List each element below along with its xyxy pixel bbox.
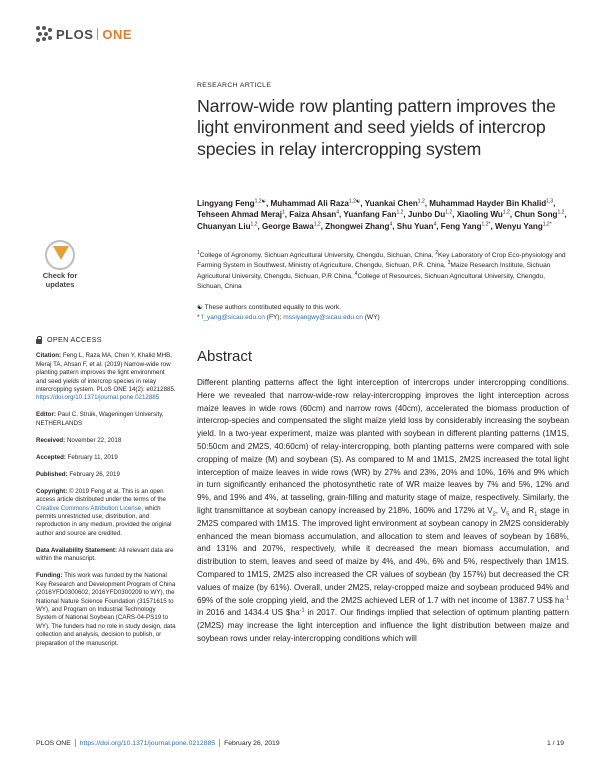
article-type: RESEARCH ARTICLE <box>197 82 272 89</box>
accepted-date: February 11, 2019 <box>67 453 118 461</box>
logo-one: ONE <box>102 26 133 42</box>
page-number: 1 / 19 <box>546 739 564 747</box>
open-lock-icon <box>36 336 42 344</box>
received-label: Received: <box>36 436 66 444</box>
data-availability-label: Data Availability Statement: <box>36 546 118 554</box>
equal-contribution-note: ☯ These authors contributed equally to this work. <box>197 304 341 311</box>
page-footer <box>36 737 564 749</box>
footer-journal: PLOS ONE <box>36 739 71 747</box>
author-affiliation-marker: 1,2☯ <box>254 198 266 205</box>
author-affiliation-marker: 1,2 <box>502 209 510 216</box>
logo-plos: PLOS <box>56 26 94 42</box>
open-access-badge <box>36 336 176 344</box>
author-affiliation-marker: 1,2* <box>542 221 552 228</box>
copyright-text-end: , which permits unrestricted use, distribution, and reproduction in any medium, provided the original author and source are credited. <box>36 504 172 537</box>
footer-divider <box>219 739 220 747</box>
correspondence <box>197 313 569 323</box>
journal-logo <box>36 24 132 44</box>
accepted-label: Accepted: <box>36 453 66 461</box>
author-affiliation-marker: 1,2 <box>417 198 425 205</box>
affiliation-text: College of Agronomy, Sichuan Agricultural University, Chengdu, Sichuan, China, <box>199 252 434 259</box>
crossmark-icon <box>45 240 75 270</box>
author-affiliation-marker: 1,2 <box>445 209 453 216</box>
author-name: George Bawa <box>261 221 314 231</box>
author-name: Muhammad Ali Raza <box>270 199 349 208</box>
editor-text: Paul C. Struik, Wageningen University, NETHERLANDS <box>36 411 164 427</box>
footer-date: February 26, 2019 <box>224 739 280 747</box>
affiliation-text: Maize Research Institute, Sichuan Agricultural University, Chengdu, Sichuan, P.R China, <box>197 262 551 280</box>
footer-doi-link[interactable]: https://doi.org/10.1371/journal.pone.0212885 <box>79 739 216 747</box>
received <box>36 437 176 445</box>
affiliation-text: College of Resources, Sichuan Agricultural University, Chengdu, Sichuan, China <box>197 272 546 291</box>
author-name: Chuanyan Liu <box>197 221 251 231</box>
funding-text: This work was funded by the National Key Research and Development Program of China (2016YFD0300602, 2016YFD0300209 to WY), the National Nature Science Foundation (31571615 to WY), and Program on Industrial Technology System of National Soybean (CARS-04-PS19 to WY). The funders had no role in study design, data collection and analysis, decision to publish, or preparation of the manuscript. <box>36 572 176 647</box>
data-availability <box>36 547 176 564</box>
author-name: Xiaoling Wu <box>456 210 503 220</box>
author-name: Yuanfang Fan <box>343 210 397 220</box>
author-name: Feng Yang <box>440 221 482 231</box>
author-affiliation-marker: 4 <box>336 209 340 216</box>
citation-text: Feng L, Raza MA, Chen Y, Khalid MHB, Meraj TA, Ahsan F, et al. (2019) Narrow-wide row planting pattern improves the light environment and seed yields of intercrop species in relay intercropping system. PLoS ONE 14(2): e0212885. <box>36 352 176 394</box>
asterisk: * <box>197 314 202 322</box>
check-updates-line2: updates <box>45 279 75 289</box>
abstract-heading: Abstract <box>197 348 253 365</box>
plos-dots-icon <box>36 26 52 42</box>
author-name: Chun Song <box>514 210 558 220</box>
article-info-sidebar <box>36 336 176 657</box>
logo-divider <box>97 28 98 40</box>
author-name: Junbo Du <box>407 210 446 220</box>
copyright-text: © 2019 Feng et al. This is an open access article distributed under the terms of the <box>36 487 167 504</box>
funding <box>36 572 176 648</box>
abstract-paragraph: Different planting patterns affect the light interception of intercrops under intercropping conditions. Here we revealed that narrow-wide-row relay-intercropping improves the light interception across maize leaves in wide rows (60cm) and narrow rows (40cm), accelerated the biomass production of intercrop-species and compensated the slight maize yield loss by considerably increasing the soybean yield. In a two-year experiment, maize was planted with soybean in different planting patterns (1M1S, 50:50cm and 2M2S, 40:60cm) of relay-intercropping, both planting patterns were compared with sole cropping of maize (M) and soybean (S). As compared to M and 1M1S, 2M2S increased the total light interception of maize leaves in wide rows (WR) by 27% and 23%, 20% and 10%, 16% and 9% which in turn significantly enhanced the photosynthetic rate of WR maize leaves by 7% and 5%, 12% and 9%, and 19% and 4%, at tasseling, grain-filling and maturity stage of maize, respectively. Similarly, the light transmittance at soybean canopy increased by 218%, 160% and 172% at $V_2$, $V_5$ and $R_1$ stage in 2M2S compared with 1M1S. The improved light environment at soybean canopy in 2M2S considerably enhanced the mean biomass accumulation, and allocation to stem and leaves of soybean by 168%, and 131% and 207%, respectively, while it decreased the mean biomass accumulation, and distribution to stem, leaves and seed of maize by 4%, and 4%, 6% and 5%, respectively than 1M1S. Compared to 1M1S, 2M2S also increased the CR values of soybean (by 157%) but decreased the CR values of maize (by 61%). Overall, under 2M2S, relay-cropped maize and soybean produced 94% and 69% of the sole cropping yield, and the 2M2S achieved LER of 1.7 with net income of 1387.7 US$ $ha^{-1}$ in 2016 and 1434.4 US $\$ha^{-1}$ in 2017. Our findings implied that selection of optimum planting pattern (2M2S) may increase the light interception and influence the light distribution between maize and soybean rows under relay-intercropping conditions which will <box>197 378 570 643</box>
funding-label: Funding: <box>36 572 63 580</box>
citation-label: Citation: <box>36 352 62 360</box>
article-title: Narrow-wide row planting pattern improves the light environment and seed yields of intercrop species in relay intercropping system <box>197 96 556 159</box>
author-affiliation-marker: 1,2 <box>557 209 565 216</box>
author-name: Tehseen Ahmad Meraj <box>197 210 283 220</box>
editor-label: Editor: <box>36 411 56 419</box>
check-for-updates-badge[interactable] <box>37 240 83 295</box>
affiliation-number: 2 <box>435 249 438 256</box>
author-affiliation-marker: 1,2* <box>481 221 491 228</box>
affiliation-number: 4 <box>354 270 358 277</box>
author-affiliation-marker: 1,2☯ <box>348 198 361 205</box>
affiliation-text: Key Laboratory of Crop Eco-physiology and Farming System in Southwest, Ministry of Agriculture, Chengdu, Sichuan, P.R. China, <box>197 252 566 270</box>
author-affiliation-marker: 1,2 <box>250 221 258 228</box>
author-name: Muhammad Hayder Bin Khalid <box>429 199 547 208</box>
email-owner-fy: (FY); <box>264 314 284 322</box>
published-date: February 26, 2019 <box>69 470 120 478</box>
author-affiliation-marker: 1 <box>282 209 285 216</box>
citation <box>36 352 176 402</box>
author-name: Zhongwei Zhang <box>325 221 390 231</box>
editor <box>36 411 176 428</box>
author-affiliation-marker: 1,2 <box>313 221 321 228</box>
license-link[interactable]: Creative Commons Attribution License <box>36 504 142 512</box>
author-name: Yuankai Chen <box>364 199 418 208</box>
open-access-label: OPEN ACCESS <box>47 335 102 344</box>
abstract-body <box>197 377 569 646</box>
copyright <box>36 488 176 538</box>
email-owner-wy: (WY) <box>362 314 380 322</box>
author-affiliation-marker: 4 <box>433 221 437 228</box>
affiliation-number: 1 <box>197 249 200 256</box>
email-link-fy[interactable]: f_yang@sicau.edu.cn <box>201 314 265 322</box>
data-availability-text: All relevant data are within the manuscript. <box>36 546 174 563</box>
author-affiliation-marker: 1,2 <box>396 209 404 216</box>
author-notes <box>197 303 569 323</box>
author-name: Lingyang Feng <box>197 199 255 208</box>
affiliations <box>197 251 569 293</box>
affiliation-number: 3 <box>447 260 451 267</box>
published-label: Published: <box>36 470 68 478</box>
accepted <box>36 454 176 462</box>
author-name: Faiza Ahsan <box>289 210 337 220</box>
author-affiliation-marker: 4 <box>389 221 393 228</box>
received-date: November 22, 2018 <box>66 436 122 444</box>
author-list: Lingyang Feng$^{1,2☯}$, Muhammad Ali Raza$^{1,2☯}$, Yuankai Chen$^{1,2}$, Muhammad Hayder Bin Khalid$^{1,3}$, Tehseen Ahmad Meraj$^1$, Faiza Ahsan$^4$, Yuanfang Fan$^{1,2}$, Junbo Du$^{1,2}$, Xiaoling Wu$^{1,2}$, Chun Song$^{1,2}$, Chuanyan Liu$^{1,2}$, George Bawa$^{1,2}$, Zhongwei Zhang$^4$, Shu Yuan$^4$, Feng Yang$^{1,2*}$, Wenyu Yang$^{1,2*}$ <box>197 198 567 231</box>
email-link-wy[interactable]: mssiyangwy@sicau.edu.cn <box>283 314 363 322</box>
author-affiliation-marker: 1,3 <box>546 198 554 205</box>
citation-doi-link[interactable]: https://doi.org/10.1371/journal.pone.0212885 <box>36 394 160 402</box>
published <box>36 471 176 479</box>
footer-divider <box>75 739 76 747</box>
check-updates-line1: Check for <box>42 271 78 280</box>
author-name: Shu Yuan <box>396 221 434 231</box>
author-name: Wenyu Yang <box>494 221 543 231</box>
copyright-label: Copyright: <box>36 487 68 495</box>
